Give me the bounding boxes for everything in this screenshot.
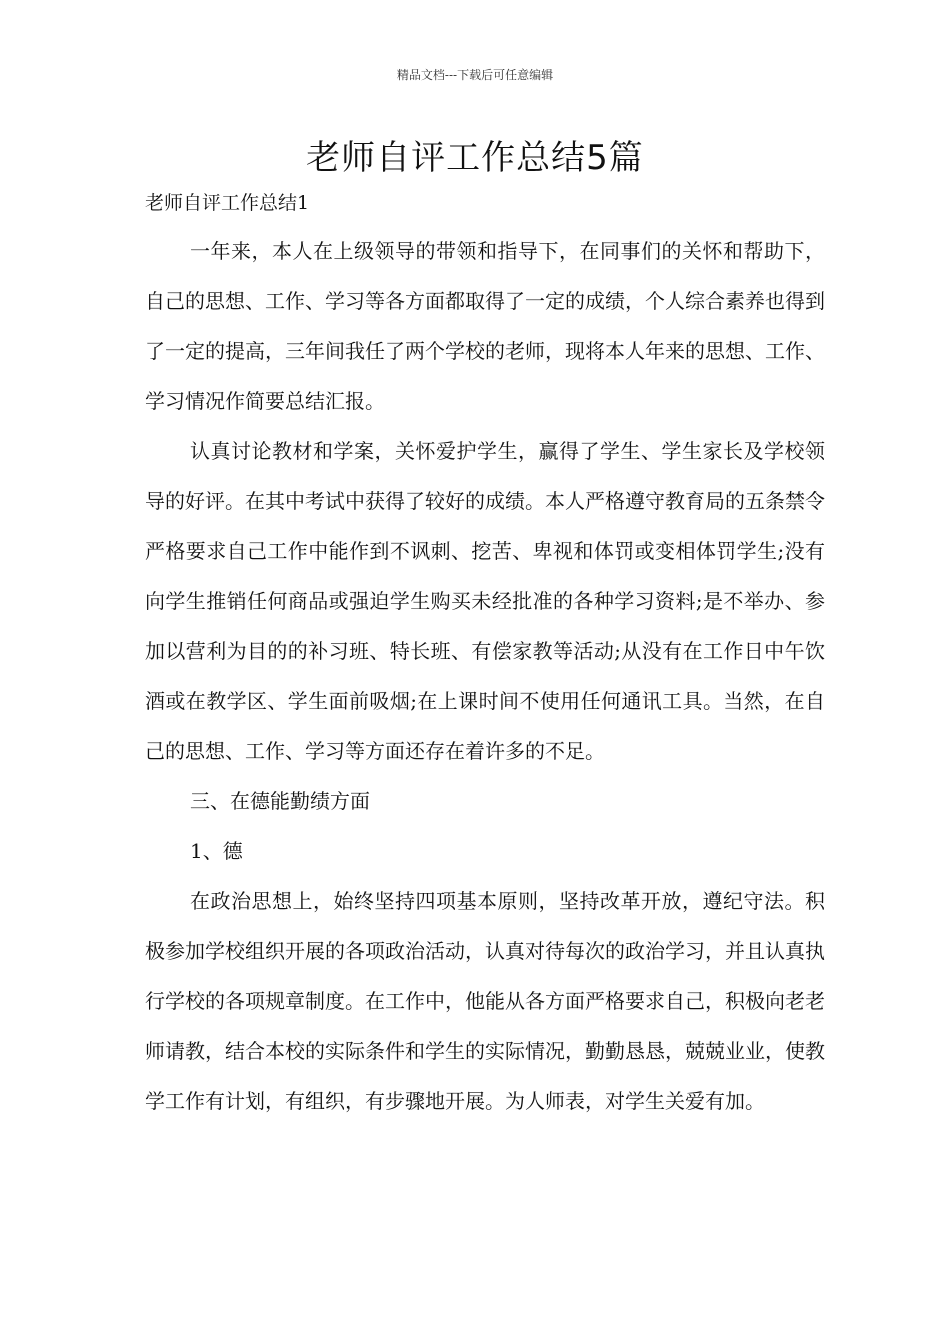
document-title: 老师自评工作总结5篇	[306, 138, 644, 178]
section-title: 老师自评工作总结1	[145, 192, 310, 214]
paragraph-teaching: 认真讨论教材和学案，关怀爱护学生，赢得了学生、学生家长及学校领导的好评。在其中考试中获得了较好的成绩。本人严格遵守教育局的五条禁令严格要求自己工作中能作到不讽刺、挖苦、卑视和体罚或变相体罚学生;没有向学生推销任何商品或强迫学生购买未经批准的各种学习资料;是不举办、参加以营利为目的的补习班、特长班、有偿家教等活动;从没有在工作日中午饮酒或在教学区、学生面前吸烟;在上课时间不使用任何通讯工具。当然，在自己的思想、工作、学习等方面还存在着许多的不足。	[145, 439, 825, 763]
page-header: 精品文档---下载后可任意编辑	[396, 68, 554, 82]
subsection-heading: 1、德	[190, 839, 243, 863]
paragraph-morality: 在政治思想上，始终坚持四项基本原则，坚持改革开放，遵纪守法。积极参加学校组织开展的各项政治活动，认真对待每次的政治学习，并且认真执行学校的各项规章制度。在工作中，他能从各方面严格要求自己，积极向老老师请教，结合本校的实际条件和学生的实际情况，勤勤恳恳，兢兢业业，使教学工作有计划，有组织，有步骤地开展。为人师表，对学生关爱有加。	[145, 889, 825, 1113]
paragraph-intro: 一年来，本人在上级领导的带领和指导下，在同事们的关怀和帮助下，自己的思想、工作、学习等各方面都取得了一定的成绩，个人综合素养也得到了一定的提高，三年间我任了两个学校的老师，现将本人年来的思想、工作、学习情况作简要总结汇报。	[145, 239, 825, 413]
document-body	[145, 226, 825, 1126]
section-heading: 三、在德能勤绩方面	[190, 789, 370, 813]
